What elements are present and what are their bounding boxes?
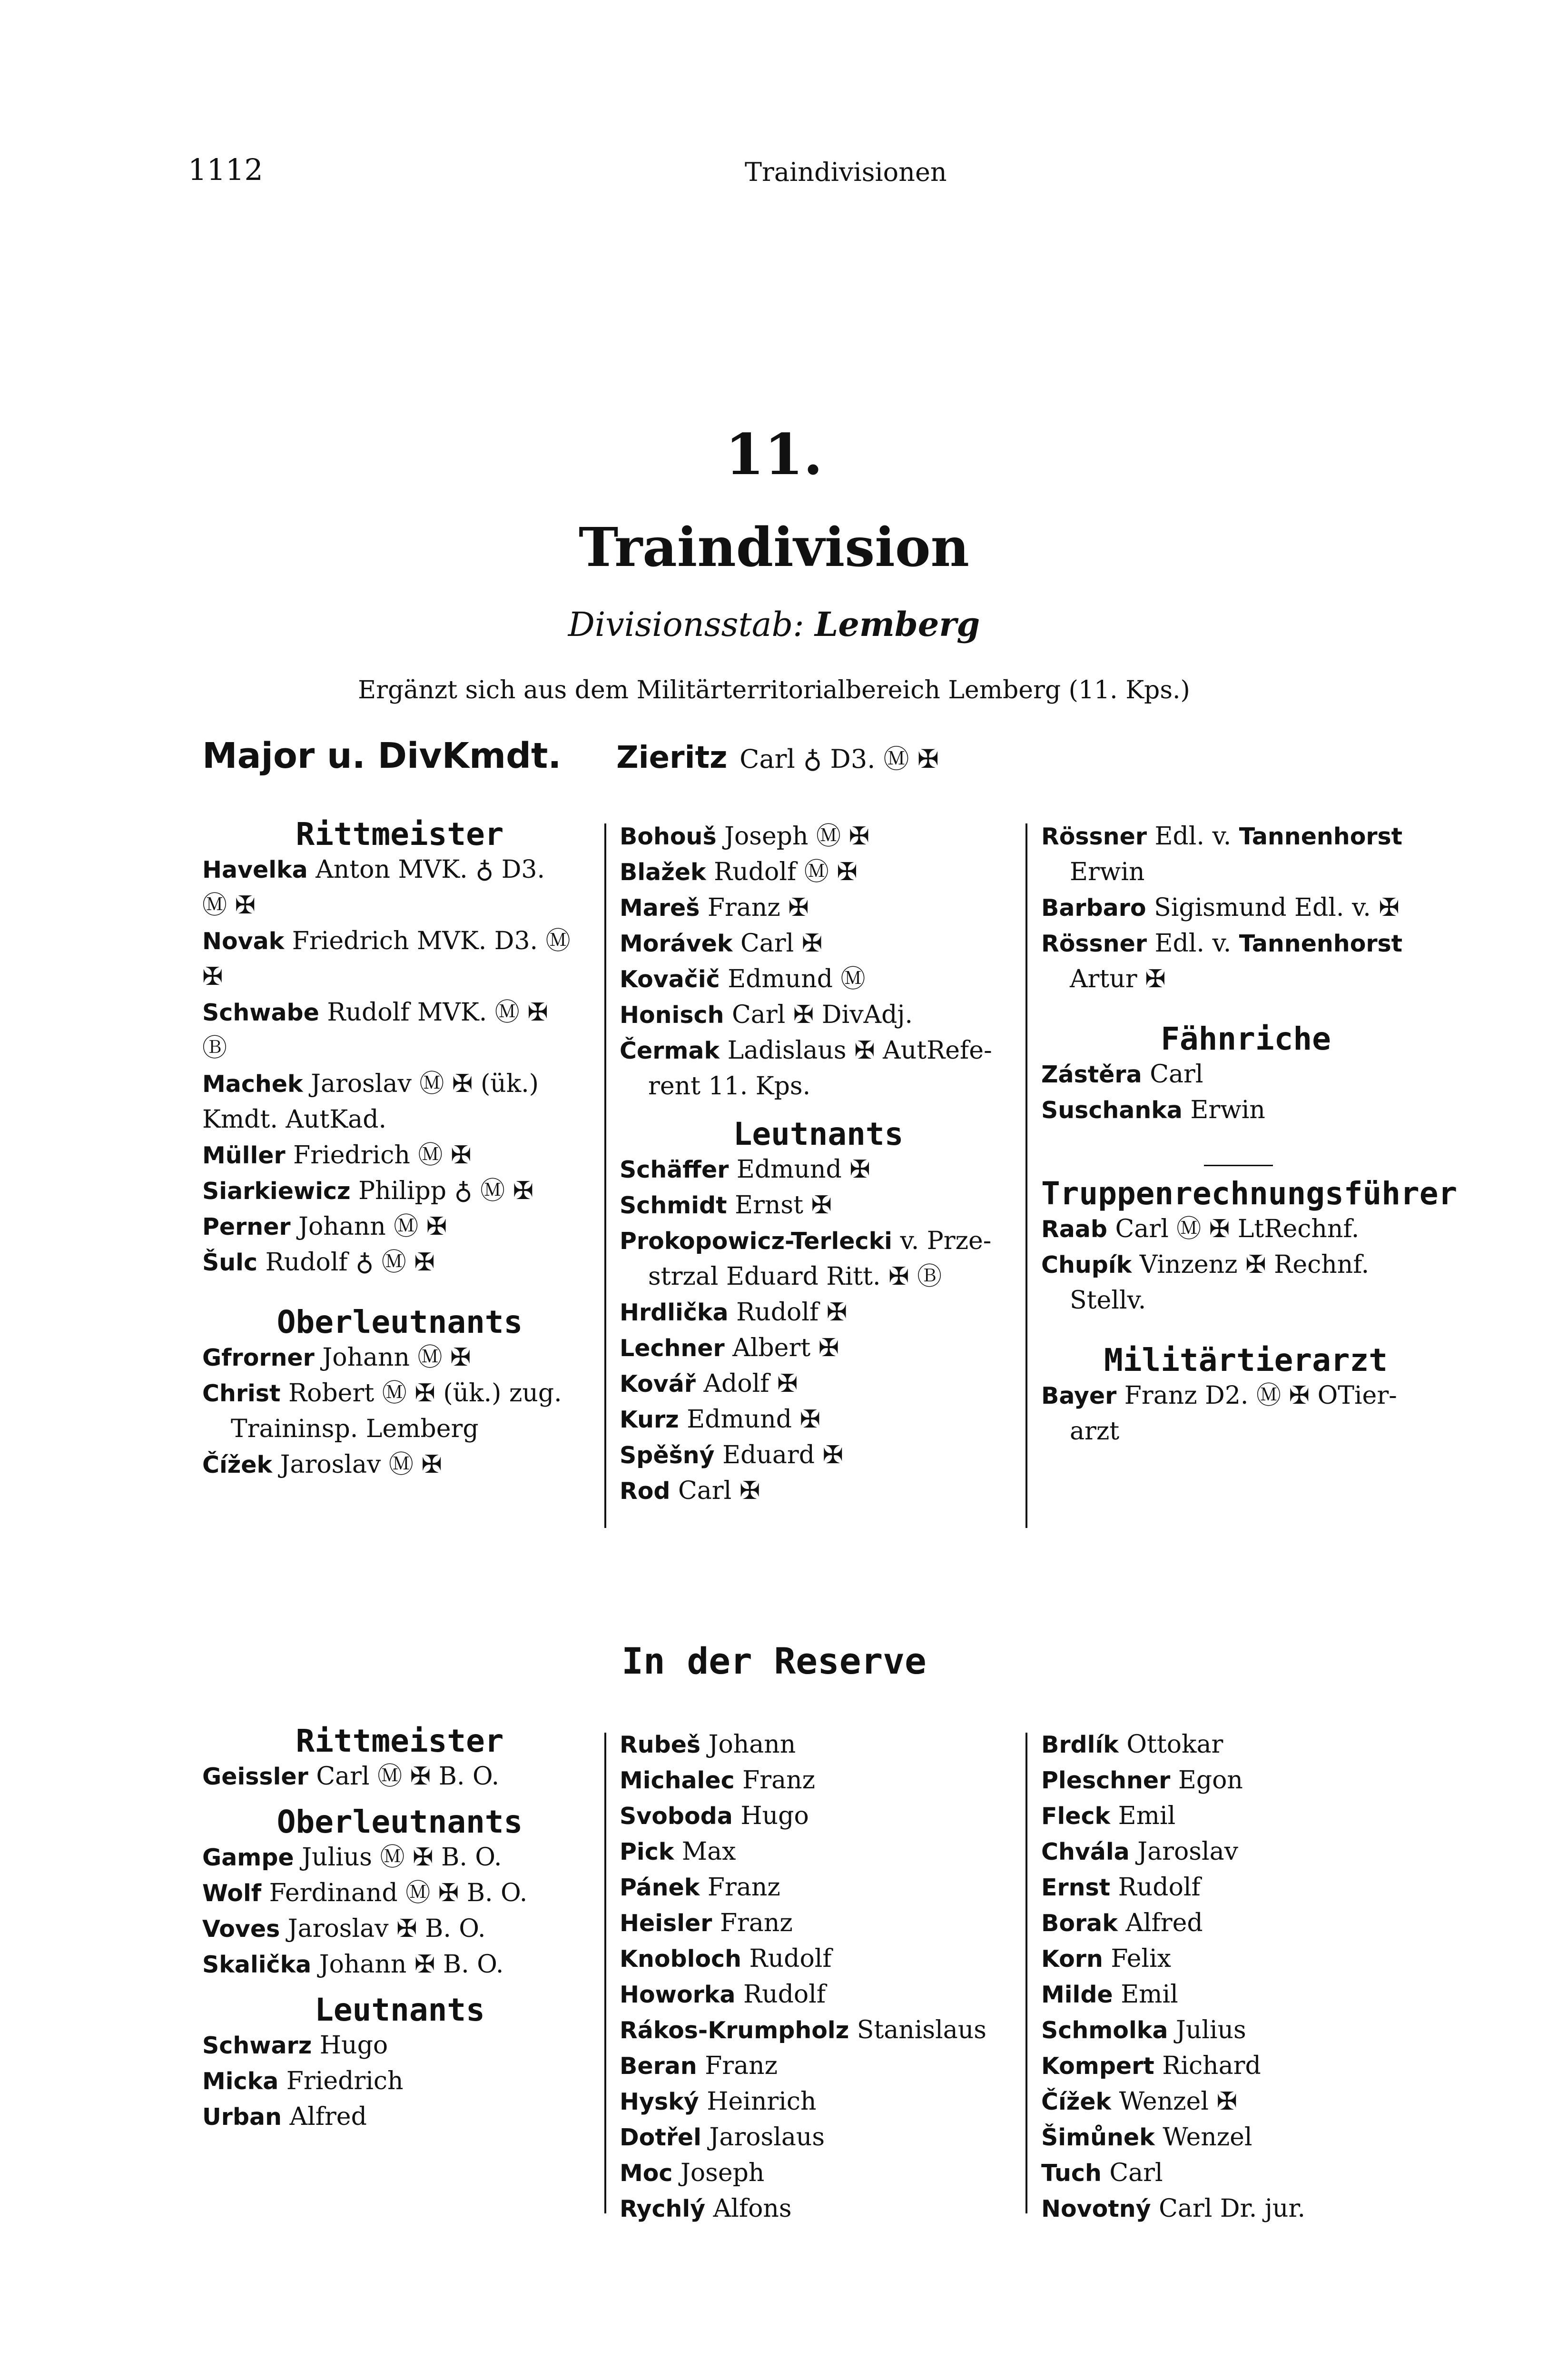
list-item: Kurz Edmund ✠ xyxy=(620,1405,821,1434)
column-divider xyxy=(1025,1733,1027,2213)
list-item: Pleschner Egon xyxy=(1041,1766,1243,1795)
list-item: Kompert Richard xyxy=(1041,2052,1261,2080)
running-title: Traindivisionen xyxy=(745,157,947,187)
list-item: Machek Jaroslav Ⓜ ✠ (ük.) xyxy=(202,1070,539,1098)
list-item-cont: rent 11. Kps. xyxy=(648,1072,811,1101)
list-item: Hrdlička Rudolf ✠ xyxy=(620,1298,848,1327)
list-item: Lechner Albert ✠ xyxy=(620,1334,839,1362)
list-item: Pánek Franz xyxy=(620,1873,780,1902)
heading-rittmeister: Rittmeister xyxy=(296,816,504,853)
list-item-cont: Stellv. xyxy=(1070,1286,1146,1315)
list-item: Čížek Wenzel ✠ xyxy=(1041,2087,1238,2116)
reserve-column-3 xyxy=(1041,1727,1450,2227)
list-item: Kovačič Edmund Ⓜ xyxy=(620,965,866,993)
list-item: Beran Franz xyxy=(620,2052,778,2080)
list-item: Prokopowicz-Terlecki v. Prze- xyxy=(620,1227,992,1255)
list-item: Dotřel Jaroslaus xyxy=(620,2123,825,2152)
list-item: Müller Friedrich Ⓜ ✠ xyxy=(202,1141,472,1170)
list-item-cont: arzt xyxy=(1070,1417,1120,1446)
column-divider xyxy=(604,823,606,1528)
list-item: Rössner Edl. v. Tannenhorst xyxy=(1041,929,1403,958)
list-item: Svoboda Hugo xyxy=(620,1802,809,1830)
list-item: Micka Friedrich xyxy=(202,2067,404,2095)
list-item: Gfrorner Johann Ⓜ ✠ xyxy=(202,1343,471,1372)
list-item: Korn Felix xyxy=(1041,1944,1171,1973)
list-item: Wolf Ferdinand Ⓜ ✠ B. O. xyxy=(202,1879,528,1907)
erganzung-line: Ergänzt sich aus dem Militärterritorialbereich Lemberg (11. Kps.) xyxy=(358,676,1190,704)
list-item: Spěšný Eduard ✠ xyxy=(620,1441,844,1469)
stab-label: Divisionsstab: xyxy=(568,605,804,644)
commander-line xyxy=(202,735,939,776)
division-number: 11. xyxy=(725,421,823,487)
commander-rank: Major u. DivKmdt. xyxy=(202,735,562,776)
list-item: Moc Joseph xyxy=(620,2159,765,2187)
list-item-cont: ✠ xyxy=(202,962,223,991)
list-item-cont: Artur ✠ xyxy=(1070,965,1166,993)
commander-name: Zieritz xyxy=(616,740,728,775)
list-item: Čermak Ladislaus ✠ AutRefe- xyxy=(620,1036,992,1065)
list-item: Voves Jaroslav ✠ B. O. xyxy=(202,1914,486,1943)
list-item: Hyský Heinrich xyxy=(620,2087,817,2116)
list-item: Šulc Rudolf ♁ Ⓜ ✠ xyxy=(202,1248,435,1277)
officers-column-1 xyxy=(202,816,597,1483)
reserve-title: In der Reserve xyxy=(621,1640,927,1682)
list-item: Heisler Franz xyxy=(620,1909,793,1937)
list-item: Novotný Carl Dr. jur. xyxy=(1041,2194,1306,2223)
list-item: Bohouš Joseph Ⓜ ✠ xyxy=(620,822,870,851)
list-item-cont: Traininsp. Lemberg xyxy=(231,1415,479,1443)
list-item: Perner Johann Ⓜ ✠ xyxy=(202,1212,447,1241)
list-item: Rod Carl ✠ xyxy=(620,1477,760,1505)
list-item: Morávek Carl ✠ xyxy=(620,929,823,958)
column-divider xyxy=(1025,823,1027,1528)
column-divider xyxy=(604,1733,606,2213)
list-item: Michalec Franz xyxy=(620,1766,815,1795)
list-item: Suschanka Erwin xyxy=(1041,1096,1265,1124)
reserve-column-1 xyxy=(202,1723,597,2135)
list-item: Mareš Franz ✠ xyxy=(620,893,809,922)
list-item: Schwarz Hugo xyxy=(202,2031,388,2060)
list-item: Milde Emil xyxy=(1041,1980,1178,2009)
list-item: Novak Friedrich MVK. D3. Ⓜ xyxy=(202,927,571,955)
list-item-cont: Ⓜ ✠ xyxy=(202,891,256,920)
list-item: Blažek Rudolf Ⓜ ✠ xyxy=(620,858,858,886)
list-item: Kovář Adolf ✠ xyxy=(620,1369,798,1398)
list-item: Chvála Jaroslav xyxy=(1041,1837,1238,1866)
list-item-cont: Kmdt. AutKad. xyxy=(202,1105,387,1134)
list-item: Ernst Rudolf xyxy=(1041,1873,1201,1902)
list-item: Bayer Franz D2. Ⓜ ✠ OTier- xyxy=(1041,1381,1397,1410)
list-item: Chupík Vinzenz ✠ Rechnf. xyxy=(1041,1250,1370,1279)
list-item: Skalička Johann ✠ B. O. xyxy=(202,1950,504,1979)
list-item-cont: Ⓑ xyxy=(202,1034,227,1062)
list-item-cont: strzal Eduard Ritt. ✠ Ⓑ xyxy=(648,1262,942,1291)
heading-militartierarzt: Militärtierarzt xyxy=(1104,1342,1388,1378)
page-number: 1112 xyxy=(188,152,263,187)
heading-rittmeister: Rittmeister xyxy=(296,1723,504,1759)
list-item: Rössner Edl. v. Tannenhorst xyxy=(1041,822,1403,851)
officers-column-3 xyxy=(1041,819,1458,1449)
list-item: Schmolka Julius xyxy=(1041,2016,1246,2044)
list-item: Barbaro Sigismund Edl. v. ✠ xyxy=(1041,893,1400,922)
heading-oberleutnants: Oberleutnants xyxy=(276,1304,523,1340)
heading-leutnants: Leutnants xyxy=(733,1116,904,1152)
officers-column-2 xyxy=(620,819,1017,1509)
heading-leutnants: Leutnants xyxy=(315,1992,485,2028)
list-item: Gampe Julius Ⓜ ✠ B. O. xyxy=(202,1843,502,1872)
heading-fahnriche: Fähnriche xyxy=(1161,1021,1331,1057)
list-item: Christ Robert Ⓜ ✠ (ük.) zug. xyxy=(202,1379,562,1408)
list-item: Tuch Carl xyxy=(1041,2159,1163,2187)
list-item: Zástěra Carl xyxy=(1041,1060,1203,1089)
commander-details: Carl ♁ D3. Ⓜ ✠ xyxy=(739,744,939,774)
list-item: Šimůnek Wenzel xyxy=(1041,2123,1252,2152)
heading-truppenrechnungsfuhrer: Truppenrechnungsführer xyxy=(1041,1175,1458,1212)
list-item: Rychlý Alfons xyxy=(620,2194,792,2223)
list-item: Siarkiewicz Philipp ♁ Ⓜ ✠ xyxy=(202,1177,534,1205)
list-item: Schmidt Ernst ✠ xyxy=(620,1191,832,1220)
list-item: Raab Carl Ⓜ ✠ LtRechnf. xyxy=(1041,1215,1360,1243)
list-item: Brdlík Ottokar xyxy=(1041,1730,1223,1759)
list-item: Havelka Anton MVK. ♁ D3. xyxy=(202,855,545,884)
division-title: Traindivision xyxy=(579,516,969,579)
separator-dash xyxy=(1204,1165,1273,1166)
stab-place: Lemberg xyxy=(815,605,980,644)
list-item: Schäffer Edmund ✠ xyxy=(620,1155,870,1184)
list-item-cont: Erwin xyxy=(1070,858,1145,886)
list-item: Rákos-Krumpholz Stanislaus xyxy=(620,2016,986,2044)
heading-oberleutnants: Oberleutnants xyxy=(276,1804,523,1840)
list-item: Urban Alfred xyxy=(202,2102,367,2131)
list-item: Knobloch Rudolf xyxy=(620,1944,832,1973)
list-item: Pick Max xyxy=(620,1837,736,1866)
list-item: Geissler Carl Ⓜ ✠ B. O. xyxy=(202,1762,500,1791)
list-item: Fleck Emil xyxy=(1041,1802,1176,1830)
list-item: Schwabe Rudolf MVK. Ⓜ ✠ xyxy=(202,998,548,1027)
list-item: Čížek Jaroslav Ⓜ ✠ xyxy=(202,1450,442,1479)
list-item: Rubeš Johann xyxy=(620,1730,796,1759)
reserve-column-2 xyxy=(620,1727,1017,2227)
list-item: Borak Alfred xyxy=(1041,1909,1203,1937)
list-item: Howorka Rudolf xyxy=(620,1980,826,2009)
list-item: Honisch Carl ✠ DivAdj. xyxy=(620,1001,913,1029)
division-stab xyxy=(0,605,1548,644)
